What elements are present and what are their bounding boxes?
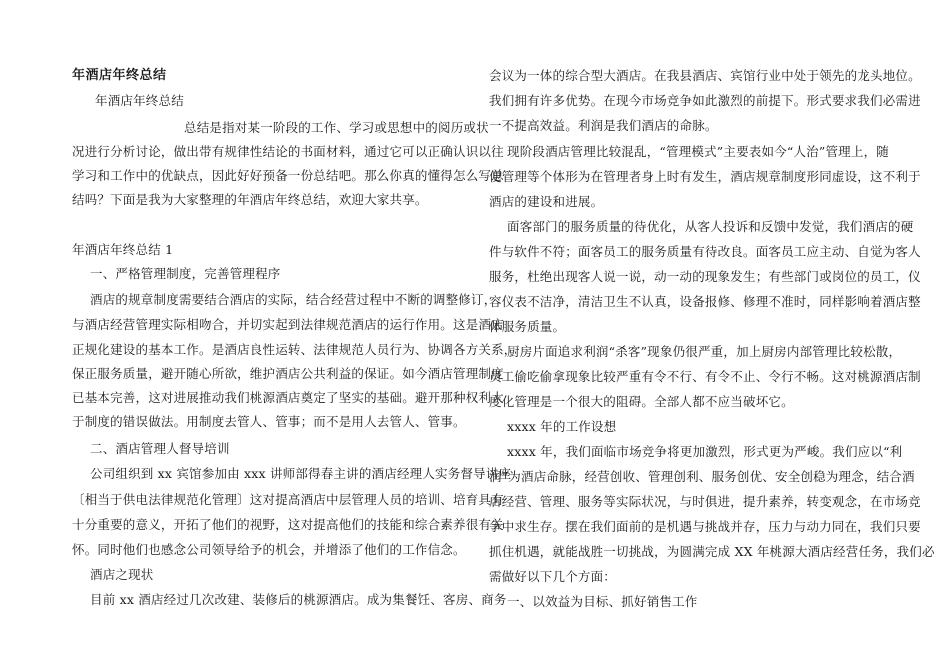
subsection-heading: 酒店之现状: [90, 567, 154, 582]
paragraph-line: 正规化建设的基本工作。是酒店良性运转、法律规范人员行为、协调各方关系，: [72, 342, 517, 357]
subtitle: 年酒店年终总结: [95, 93, 184, 108]
paragraph-line: 员工偷吃偷拿现象比较严重有令不行、有令不止、令行不畅。这对桃源酒店制: [489, 369, 921, 384]
paragraph-line: 争中求生存。摆在我们面前的是机遇与挑战并存，压力与动力同在，我们只要: [489, 519, 921, 534]
paragraph-line: 度化管理是一个很大的阻碍。全部人都不应当破坏它。: [489, 394, 794, 409]
paragraph-line: 十分重要的意义，开拓了他们的视野，这对提高他们的技能和综合素养很有关: [72, 517, 504, 532]
paragraph-line: 便管理等个体形为在管理者身上时有发生，酒店规章制度形同虚设，这不利于: [489, 169, 921, 184]
paragraph-line: 服务，杜绝出现客人说一说，动一动的现象发生；有些部门或岗位的员工，仪: [489, 269, 921, 284]
subsection-heading: 一、严格管理制度，完善管理程序: [90, 266, 281, 281]
paragraph-line: 厨房片面追求利润“杀客”现象仍很严重，加上厨房内部管理比较松散，: [507, 344, 902, 359]
paragraph-line: 酒店的建设和进展。: [489, 194, 604, 209]
paragraph-line: 目前 xx 酒店经过几次改建、装修后的桃源酒店。成为集餐饪、客房、商务: [90, 592, 507, 607]
paragraph-line: 容仪表不洁净，清洁卫生不认真，设备报修、修理不准时，同样影响着酒店整: [489, 294, 921, 309]
section-heading: xxxx 年的工作设想: [507, 419, 617, 434]
paragraph-line: 况进行分析讨论，做出带有规律性结论的书面材料，通过它可以正确认识以往: [72, 144, 504, 159]
paragraph-line: 学习和工作中的优缺点，因此好好预备一份总结吧。那么你真的懂得怎么写总: [72, 168, 504, 183]
document-title: 年酒店年终总结: [72, 68, 167, 83]
subsection-heading: 一、以效益为目标、抓好销售工作: [507, 594, 698, 609]
paragraph-line: 总结是指对某一阶段的工作、学习或思想中的阅历或状: [184, 120, 489, 135]
paragraph-line: 件与软件不符；面客员工的服务质量有待改良。面客员工应主动、自觉为客人: [489, 244, 921, 259]
paragraph-line: 现阶段酒店管理比较混乱，“管理模式”主要表如今“人治”管理上，随: [507, 144, 889, 159]
paragraph-line: 会议为一体的综合型大酒店。在我县酒店、宾馆行业中处于领先的龙头地位。: [489, 68, 921, 83]
paragraph-line: 需做好以下几个方面：: [489, 569, 617, 584]
paragraph-line: 体服务质量。: [489, 319, 566, 334]
paragraph-line: 抓住机遇，就能战胜一切挑战，为圆满完成 XX 年桃源大酒店经营任务，我们必: [489, 544, 935, 559]
paragraph-line: 公司组织到 xx 宾馆参加由 xxx 讲师部得春主讲的酒店经理人实务督导讲座: [90, 466, 512, 481]
paragraph-line: 已基本完善，这对进展推动我们桃源酒店奠定了坚实的基础。避开那种权利大: [72, 390, 504, 405]
paragraph-line: 我们拥有许多优势。在现今市场竞争如此激烈的前提下。形式要求我们必需进: [489, 93, 921, 108]
paragraph-line: 怀。同时他们也感念公司领导给予的机会，并增添了他们的工作信念。: [72, 542, 466, 557]
paragraph-line: 店经营、管理、服务等实际状况，与时俱进，提升素养，转变观念，在市场竞: [489, 494, 921, 509]
paragraph-line: 于制度的错误做法。用制度去管人、管事；而不是用人去管人、管事。: [72, 414, 466, 429]
paragraph-line: 一不提高效益。利润是我们酒店的命脉。: [489, 118, 718, 133]
paragraph-line: 润”为酒店命脉，经营创收、管理创利、服务创优、安全创稳为理念，结合酒: [489, 469, 915, 484]
section-heading: 年酒店年终总结 1: [72, 242, 174, 257]
paragraph-line: 保正服务质量，避开随心所欲，维护酒店公共利益的保证。如今酒店管理制度: [72, 366, 504, 381]
paragraph-line: 〔相当于供电法律规范化管理〕这对提高酒店中层管理人员的培训、培育具有: [72, 492, 504, 507]
paragraph-line: 酒店的规章制度需要结合酒店的实际，结合经营过程中不断的调整修订，: [90, 292, 497, 307]
paragraph-line: 面客部门的服务质量的待优化，从客人投诉和反馈中发觉，我们酒店的硬: [507, 219, 914, 234]
subsection-heading: 二、酒店管理人督导培训: [90, 441, 230, 456]
paragraph-line: 结吗？下面是我为大家整理的年酒店年终总结，欢迎大家共享。: [72, 192, 428, 207]
paragraph-line: xxxx 年，我们面临市场竞争将更加激烈，形式更为严峻。我们应以“利: [507, 444, 903, 459]
paragraph-line: 与酒店经营管理实际相吻合，并切实起到法律规范酒店的运行作用。这是酒店: [72, 317, 504, 332]
